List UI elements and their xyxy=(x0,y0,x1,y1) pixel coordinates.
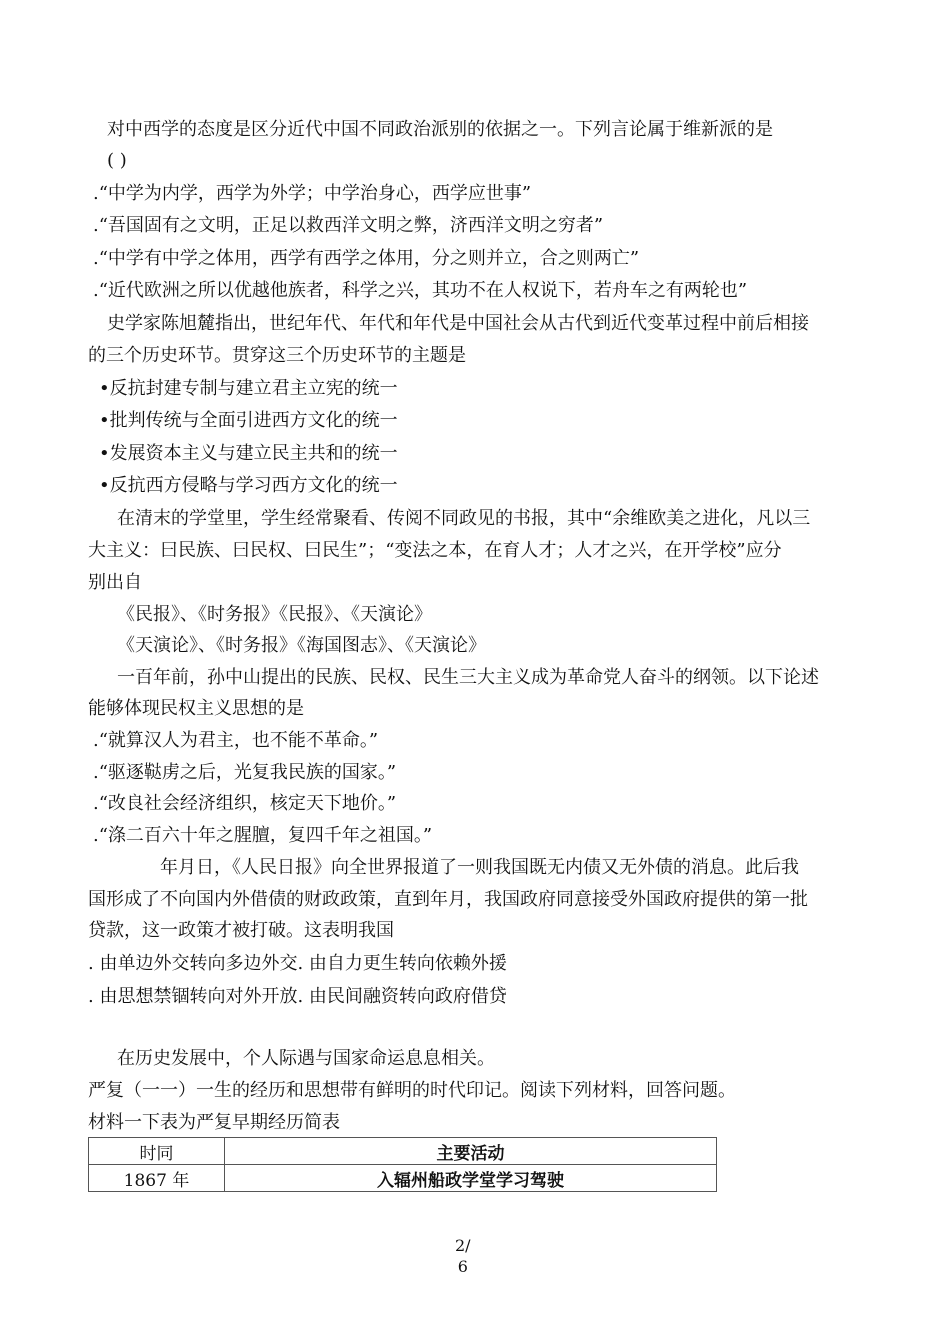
page-current: 2/ xyxy=(455,1236,471,1255)
table-cell-time: 1867 年 xyxy=(89,1165,225,1192)
q1-option-c: .“中学有中学之体用，西学有西学之体用，分之则并立，合之则两亡” xyxy=(93,248,640,269)
q5-stem-line1: 年月日，《人民日报》向全世界报道了一则我国既无内债又无外债的消息。此后我 xyxy=(160,857,799,878)
table-cell-activity: 入辐州船政学堂学习驾驶 xyxy=(225,1165,717,1192)
q2-stem-line1: 史学家陈旭麓指出，世纪年代、年代和年代是中国社会从古代到近代变革过程中前后相接 xyxy=(107,313,809,334)
q2-option-d: •反抗西方侵略与学习西方文化的统一 xyxy=(99,475,398,496)
q6-intro: 在历史发展中，个人际遇与国家命运息息相关。 xyxy=(117,1048,495,1069)
q3-stem-line1: 在清末的学堂里，学生经常聚看、传阅不同政见的书报，其中“余维欧美之进化，凡以三 xyxy=(117,508,811,529)
q6-line2: 严复（一一）一生的经历和思想带有鲜明的时代印记。阅读下列材料，回答问题。 xyxy=(88,1080,736,1101)
q2-option-b: •批判传统与全面引进西方文化的统一 xyxy=(99,410,398,431)
q2-option-a: •反抗封建专制与建立君主立宪的统一 xyxy=(99,378,398,399)
experience-table xyxy=(88,1137,717,1192)
q1-option-b: .“吾国固有之文明，正足以救西洋文明之弊，济西洋文明之穷者” xyxy=(93,215,604,236)
page-number xyxy=(455,1235,471,1277)
q1-option-a: .“中学为内学，西学为外学；中学治身心，西学应世事” xyxy=(93,183,532,204)
q3-option-row1: 《民报》、《时务报》《民报》、《天演论》 xyxy=(117,604,432,625)
q4-option-d: .“涤二百六十年之腥膻，复四千年之祖国。” xyxy=(93,825,433,846)
q4-option-b: .“驱逐鞑虏之后，光复我民族的国家。” xyxy=(93,762,397,783)
q4-stem-line2: 能够体现民权主义思想的是 xyxy=(88,698,304,719)
q6-material-caption: 材料一下表为严复早期经历简表 xyxy=(88,1112,340,1133)
q3-stem-line3: 别出自 xyxy=(88,572,142,593)
q1-option-d: .“近代欧洲之所以优越他族者，科学之兴，其功不在人权说下，若舟车之有两轮也” xyxy=(93,280,748,301)
q1-stem: 对中西学的态度是区分近代中国不同政治派别的依据之一。下列言论属于维新派的是 xyxy=(107,119,773,140)
q4-option-a: .“就算汉人为君主，也不能不革命。” xyxy=(93,730,379,751)
q2-option-c: •发展资本主义与建立民主共和的统一 xyxy=(99,443,398,464)
table-header-row xyxy=(89,1138,717,1165)
q1-answer-paren: ( ) xyxy=(107,150,127,171)
table-header-time: 时同 xyxy=(89,1138,225,1165)
q4-option-c: .“改良社会经济组织，核定天下地价。” xyxy=(93,793,397,814)
q5-option-row1: . 由单边外交转向多边外交. 由自力更生转向依赖外援 xyxy=(88,953,507,974)
q5-stem-line3: 贷款，这一政策才被打破。这表明我国 xyxy=(88,920,394,941)
q3-option-row2: 《天演论》、《时务报》《海国图志》、《天演论》 xyxy=(117,635,486,656)
table-row xyxy=(89,1165,717,1192)
q4-stem-line1: 一百年前，孙中山提出的民族、民权、民生三大主义成为革命党人奋斗的纲领。以下论述 xyxy=(117,667,819,688)
page-total: 6 xyxy=(457,1257,468,1276)
table-header-activity: 主要活动 xyxy=(225,1138,717,1165)
q5-option-row2: . 由思想禁锢转向对外开放. 由民间融资转向政府借贷 xyxy=(88,986,507,1007)
q5-stem-line2: 国形成了不向国内外借债的财政政策，直到年月，我国政府同意接受外国政府提供的第一批 xyxy=(88,889,808,910)
q3-stem-line2: 大主义：曰民族、曰民权、曰民生”；“变法之本，在育人才；人才之兴，在开学校”应分 xyxy=(88,540,782,561)
q2-stem-line2: 的三个历史环节。贯穿这三个历史环节的主题是 xyxy=(88,345,466,366)
